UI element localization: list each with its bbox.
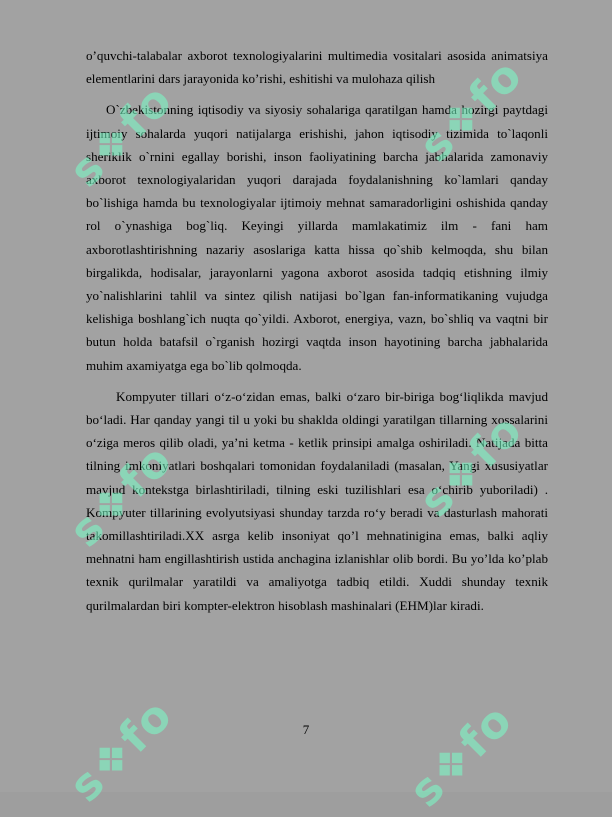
paragraph-3: Kompyuter tillari o‘z-o‘zidan emas, balki o‘zaro bir-biriga bog‘liqlikda mavjud bo‘ladi. Har qanday yangi til u yoki bu shaklda oldingi yaratilgan tillarning xossalarini o‘ziga meros qilib oladi, ya’ni ketma - ketlik prinsipi amalga oshiriladi. Natijada bitta tilning imkoniyatlari boshqalari tomonidan foydalaniladi (masalan, Yangi xususiyatlar mavjud kontekstga birlashtiriladi, tilning eski tuzilishlari esa o‘chirib yuboriladi) . Kompyuter tillarining evolyutsiyasi shunday tarzda ro‘y beradi va dasturlash mahorati takomillashtiriladi.XX asrga kelib insoniyat qo’l mehnatinigina emas, balki aqliy mehnatni ham engillashtirish ustida anchagina izlanishlar olib bordi. Bu yo’lda ko’plab texnik qurilmalar yaratildi va amaliyotga tadbiq etildi. Xuddi shunday texnik qurilmalardan biri kompter-elektron hisoblash mashinalari (EHM)lar kiradi. xyxy=(86,388,548,613)
watermark-logo: s❖fo xyxy=(409,48,534,173)
watermark-logo: s❖fo xyxy=(59,73,184,198)
document-body xyxy=(86,44,548,617)
watermark-logo: s❖fo xyxy=(409,403,534,528)
watermark-logo: s❖fo xyxy=(59,688,184,813)
paragraph-2: O`zbekistonning iqtisodiy va siyosiy sohalariga qaratilgan hamda hozirgi paytdagi ijtimoiy sohalarda yuqori natijalarga erishishi, jahon iqtisodiy tizimida to`laqonli sheriklik o`rnini egallay borishi, inson faoliyatining barcha jabhalarida zamonaviy axborot texnologiyalaridan yuqori darajada foydalanishning ko`lamlari qanday bo`lishiga hamda bu texnologiyalar ijtimoiy mehnat samaradorligini oshishida qanday rol o`ynashiga bog`liq. Keyingi yillarda mamlakatimiz ilm - fani ham axborotlashtirishning nazariy asoslariga katta hissa qo`shib kelmoqda, shu bilan birgalikda, hodisalar, jarayonlarni yagona axborot asosida tadqiq etishning ilmiy yo`nalishlarini tahlil va sintez qilish natijasi bo`lgan fan-informatikaning vujudga kelishiga boshlang`ich nuqta qo`yildi. Axborot, energiya, vazn, bo`shliq va vaqtni bir butun holda batafsil o`rganish hozirgi vaqtda inson hayotining barcha jabhalarida muhim axamiyatga ega bo`lib qolmoqda. xyxy=(86,102,548,373)
paragraph-1: o’quvchi-talabalar axborot texnologiyalarini multimedia vositalari asosida animatsiya elementlarini dars jarayonida ko’rishi, eshitishi va mulohaza qilish xyxy=(86,48,548,87)
page-number: 7 xyxy=(302,722,310,737)
watermark-logo: s❖fo xyxy=(59,433,184,558)
watermark-logo: s❖fo xyxy=(399,693,524,817)
